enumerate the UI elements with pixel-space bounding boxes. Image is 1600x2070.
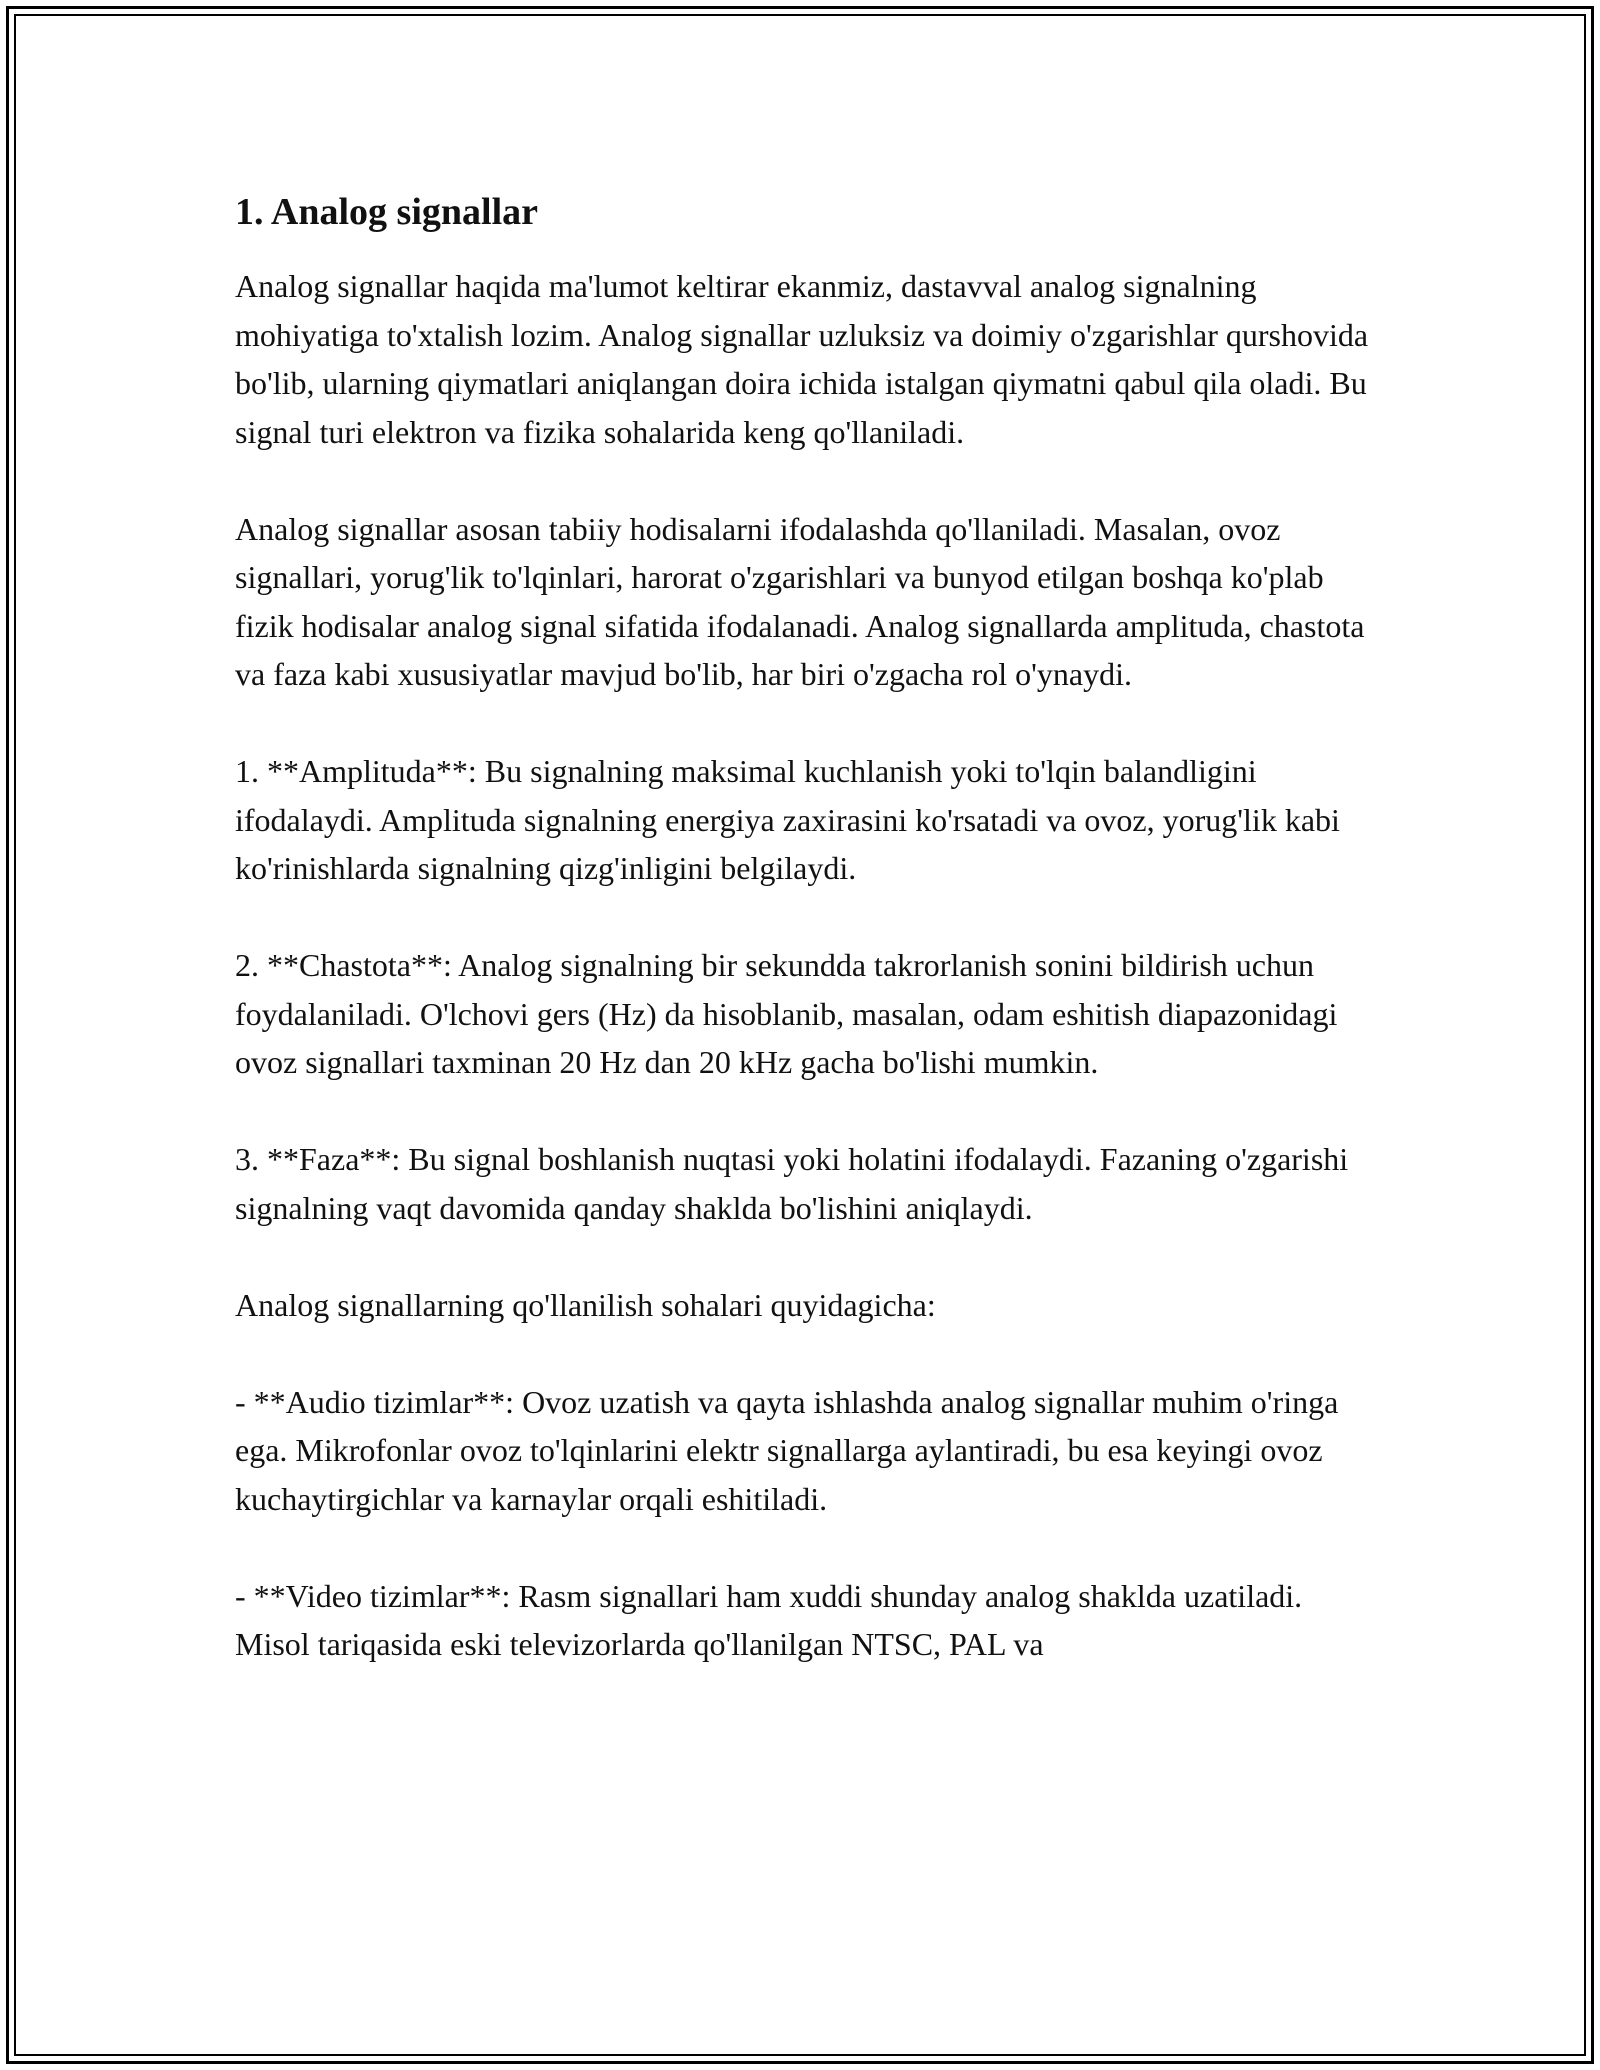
paragraph-audio-systems: - **Audio tizimlar**: Ovoz uzatish va qayta ishlashda analog signallar muhim o'ringa ega. Mikrofonlar ovoz to'lqinlarini elektr signallarga aylantiradi, bu esa keyingi ovoz kuchaytirgichlar va karnaylar orqali eshitiladi. xyxy=(235,1383,1339,1517)
paragraph-frequency: 2. **Chastota**: Analog signalning bir sekundda takrorlanish sonini bildirish uchun foydalaniladi. O'lchovi gers (Hz) da hisoblanib, masalan, odam eshitish diapazonidagi ovoz signallari taxminan 20 Hz dan 20 kHz gacha bo'lishi mumkin. xyxy=(235,947,1338,1080)
paragraph-natural-phenomena: Analog signallar asosan tabiiy hodisalarni ifodalashda qo'llaniladi. Masalan, ovoz signallari, yorug'lik to'lqinlari, harorat o'zgarishlari va bunyod etilgan boshqa ko'plab fizik hodisalar analog signal sifatida ifodalanadi. Analog signallarda amplituda, chastota va faza kabi xususiyatlar mavjud bo'lib, har biri o'zgacha rol o'ynaydi. xyxy=(235,510,1365,692)
document-body xyxy=(235,186,1375,1669)
paragraph-video-systems: - **Video tizimlar**: Rasm signallari ham xuddi shunday analog shaklda uzatiladi. Misol tariqasida eski televizorlarda qo'llanilgan NTSC, PAL va xyxy=(235,1577,1303,1662)
paragraph-amplitude: 1. **Amplituda**: Bu signalning maksimal kuchlanish yoki to'lqin balandligini ifodalaydi. Amplituda signalning energiya zaxirasini ko'rsatadi va ovoz, yorug'lik kabi ko'rinishlarda signalning qizg'inligini belgilaydi. xyxy=(235,753,1340,886)
paragraph-phase: 3. **Faza**: Bu signal boshlanish nuqtasi yoki holatini ifodalaydi. Fazaning o'zgarishi signalning vaqt davomida qanday shaklda bo'lishini aniqlaydi. xyxy=(235,1141,1349,1226)
paragraph-intro: Analog signallar haqida ma'lumot keltirar ekanmiz, dastavval analog signalning mohiyatiga to'xtalish lozim. Analog signallar uzluksiz va doimiy o'zgarishlar qurshovida bo'lib, ularning qiymatlari aniqlangan doira ichida istalgan qiymatni qabul qila oladi. Bu signal turi elektron va fizika sohalarida keng qo'llaniladi. xyxy=(235,268,1369,450)
paragraph-applications-intro: Analog signallarning qo'llanilish sohalari quyidagicha: xyxy=(235,1286,936,1323)
section-heading: 1. Analog signallar xyxy=(235,191,538,233)
